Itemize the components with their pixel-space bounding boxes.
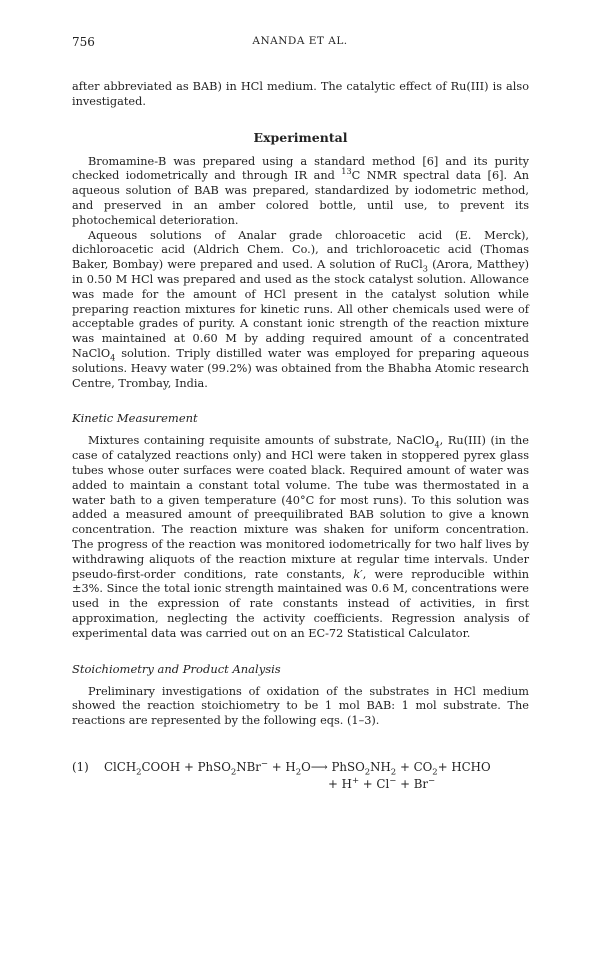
eq-term: + HCHO xyxy=(437,759,491,774)
eq-term: PhSO xyxy=(327,759,365,774)
subscript: 2 xyxy=(136,767,142,778)
text-run: Mixtures containing requisite amounts of substrate, NaClO xyxy=(88,434,435,448)
eq-term: NBr xyxy=(236,759,261,774)
subscript: 2 xyxy=(295,767,302,778)
kinetic-paragraph-1 xyxy=(72,434,529,641)
experimental-paragraph-2 xyxy=(72,229,529,392)
eq-term: COOH + PhSO xyxy=(141,759,231,774)
eq-term: + H xyxy=(268,759,296,774)
subscript: 2 xyxy=(230,767,237,778)
equation-line-2 xyxy=(328,776,435,792)
section-title-experimental: Experimental xyxy=(253,129,348,145)
superscript: − xyxy=(389,775,397,786)
subscript: 4 xyxy=(110,352,116,363)
reaction-arrow-icon: ⟶ xyxy=(310,759,328,774)
subscript: 2 xyxy=(364,767,371,778)
text-run: solution. Triply distilled water was employed for preparing aqueous solutions. Heavy water (99.2%) was obtained from the Bhabha Atomic research Centre, Trombay, India. xyxy=(72,346,529,390)
page-body xyxy=(72,80,529,799)
eq-term: + CO xyxy=(396,759,433,774)
page-header xyxy=(72,35,528,51)
experimental-paragraph-1 xyxy=(72,155,529,229)
equation-number: (1) xyxy=(72,759,89,774)
rate-constant-symbol: k′ xyxy=(353,567,363,581)
superscript: 13 xyxy=(341,166,352,177)
intro-paragraph: after abbreviated as BAB) in HCl medium. The catalytic effect of Ru(III) is also investigated. xyxy=(72,80,529,108)
text-run: Aqueous solutions of Analar grade chloroacetic acid (E. Merck), dichloroacetic acid (Aldrich Chem. Co.), and trichloroacetic acid (Thomas Baker, Bombay) were prepared and used. A solution of RuCl xyxy=(72,228,529,272)
eq-term: ClCH xyxy=(104,759,137,774)
text-run: (Arora, Matthey) in 0.50 M HCl was prepared and used as the stock catalyst solution. Allowance was made for the amount of HCl present in the catalyst solution while preparing reaction mixtures for kinetic runs. All other chemicals used were of acceptable grades of purity. A constant ionic strength of the reaction mixture was maintained at 0.60 M by adding required amount of a concentrated NaClO xyxy=(72,258,529,360)
running-head: ANANDA ET AL. xyxy=(252,35,348,47)
eq-term: + Cl xyxy=(359,776,390,791)
text-run: , Ru(III) (in the case of catalyzed reactions only) and HCl were taken in stoppered pyrex glass tubes whose outer surfaces were coated black. Required amount of water was added to maintain a constant total volume. The tube was thermostated in a water bath to a given temperature (40°C for most runs). To this solution was added a measured amount of preequilibrated BAB solution to give a known concentration. The reaction mixture was shaken for uniform concentration. The progress of the reaction was monitored iodometrically for two half lives by withdrawing aliquots of the reaction mixture at regular time intervals. Under pseudo-first-order conditions, rate constants, xyxy=(72,434,529,581)
text-run: , were reproducible within ±3%. Since the total ionic strength maintained was 0.6 M, concentrations were used in the expression of rate constants instead of activities, in first approximation, neglecting the activity coefficients. Regression analysis of experimental data was carried out on an EC-72 Statistical Calculator. xyxy=(72,567,529,640)
subscript: 2 xyxy=(390,767,397,778)
text-run: Bromamine-B was prepared using a standard method [6] and its purity checked iodometrically and through IR and xyxy=(72,154,529,183)
subsection-title-stoichiometry: Stoichiometry and Product Analysis xyxy=(72,661,281,676)
eq-term: + H xyxy=(328,776,352,791)
superscript: − xyxy=(260,758,269,769)
superscript: + xyxy=(351,775,360,786)
subscript: 3 xyxy=(422,263,428,274)
equation-line-1 xyxy=(104,758,491,778)
page-number: 756 xyxy=(72,35,95,49)
stoichiometry-paragraph-1: Preliminary investigations of oxidation of the substrates in HCl medium showed the reaction stoichiometry to be 1 mol BAB: 1 mol substrate. The reactions are represented by the following eqs. (1–3). xyxy=(72,684,529,728)
subscript: 4 xyxy=(434,439,440,450)
subscript: 2 xyxy=(432,767,438,778)
text-run: C NMR spectral data [6]. An aqueous solution of BAB was prepared, standardized by iodometric method, and preserved in an amber colored bottle, until use, to prevent its photochemical deterioration. xyxy=(72,169,529,227)
superscript: − xyxy=(428,775,436,786)
eq-term: NH xyxy=(370,759,391,774)
subsection-title-kinetic: Kinetic Measurement xyxy=(72,411,198,426)
eq-term: O xyxy=(301,759,311,774)
equation-1 xyxy=(72,759,529,799)
eq-term: + Br xyxy=(396,776,429,791)
